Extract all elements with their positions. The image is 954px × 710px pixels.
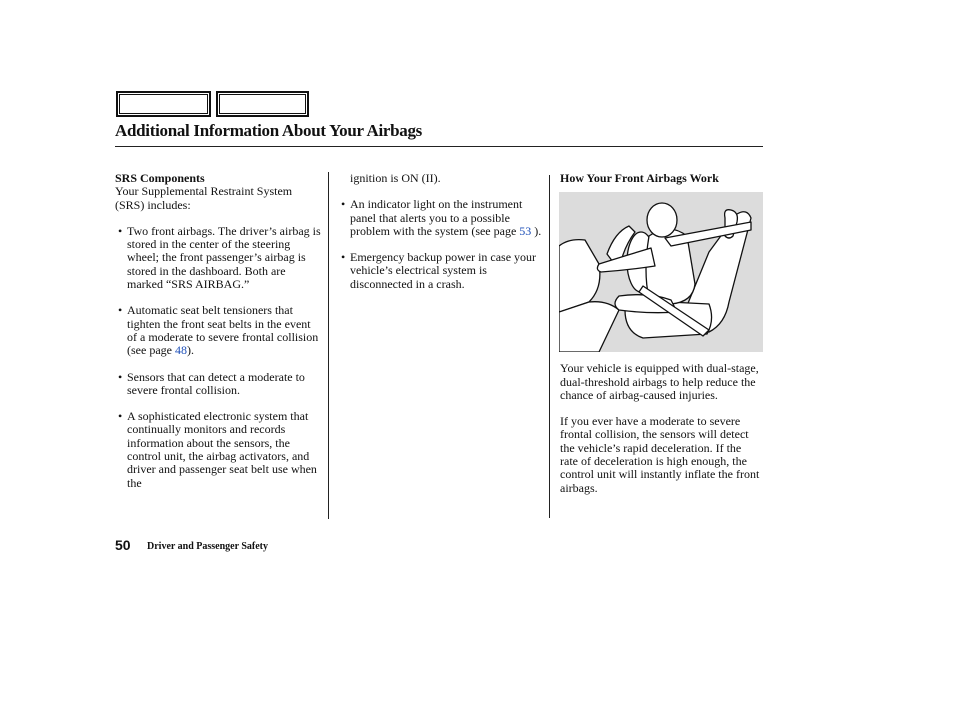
column-left [115, 172, 323, 490]
list-item: • Two front airbags. The driver’s airbag is stored in the center of the steering wheel; the front passenger’s airbag is stored in the dashboard. Both are marked “SRS AIRBAG.” [115, 225, 323, 291]
srs-components-list [115, 225, 323, 490]
column-right [560, 172, 762, 495]
column-middle [340, 172, 542, 304]
srs-components-heading: SRS Components [115, 171, 205, 185]
column-divider-2 [549, 175, 550, 518]
list-item: • Sensors that can detect a moderate to severe frontal collision. [115, 371, 323, 398]
column-divider-1 [328, 172, 329, 519]
srs-intro: Your Supplemental Restraint System (SRS) includes: [115, 184, 293, 212]
page-title: Additional Information About Your Airbags [115, 121, 422, 140]
airbag-drawing [559, 192, 763, 352]
title-rule [115, 146, 763, 147]
airbag-description-2: If you ever have a moderate to severe frontal collision, the sensors will detect the vehicle’s rapid deceleration. If the rate of deceleration is high enough, the control unit will instantly inflate the front airbags. [560, 414, 760, 495]
list-item: • A sophisticated electronic system that continually monitors and records information about the sensors, the control unit, the airbag activators, and driver and passenger seat belt use when the [115, 410, 323, 490]
section-label: Driver and Passenger Safety [147, 541, 269, 552]
continuation-text: ignition is ON (II). [350, 171, 441, 185]
list-item: • Automatic seat belt tensioners that tighten the front seat belts in the event of a moderate to severe frontal collision (see page 48). [115, 304, 323, 357]
page-link-53[interactable]: 53 [519, 223, 532, 238]
page-link-48[interactable]: 48 [174, 343, 187, 358]
airbag-description-1: Your vehicle is equipped with dual-stage, dual-threshold airbags to help reduce the chance of airbag-caused injuries. [560, 361, 759, 402]
nav-button-1[interactable] [116, 91, 211, 117]
front-airbags-heading: How Your Front Airbags Work [560, 171, 719, 185]
airbag-illustration [559, 192, 763, 352]
page-number: 50 [115, 537, 131, 553]
list-item: • Emergency backup power in case your vehicle’s electrical system is disconnected in a crash. [340, 251, 542, 291]
nav-button-2[interactable] [216, 91, 309, 117]
srs-components-list-continued [340, 198, 542, 291]
list-item: • An indicator light on the instrument panel that alerts you to a possible problem with the system (see page 53 ). [340, 198, 542, 238]
